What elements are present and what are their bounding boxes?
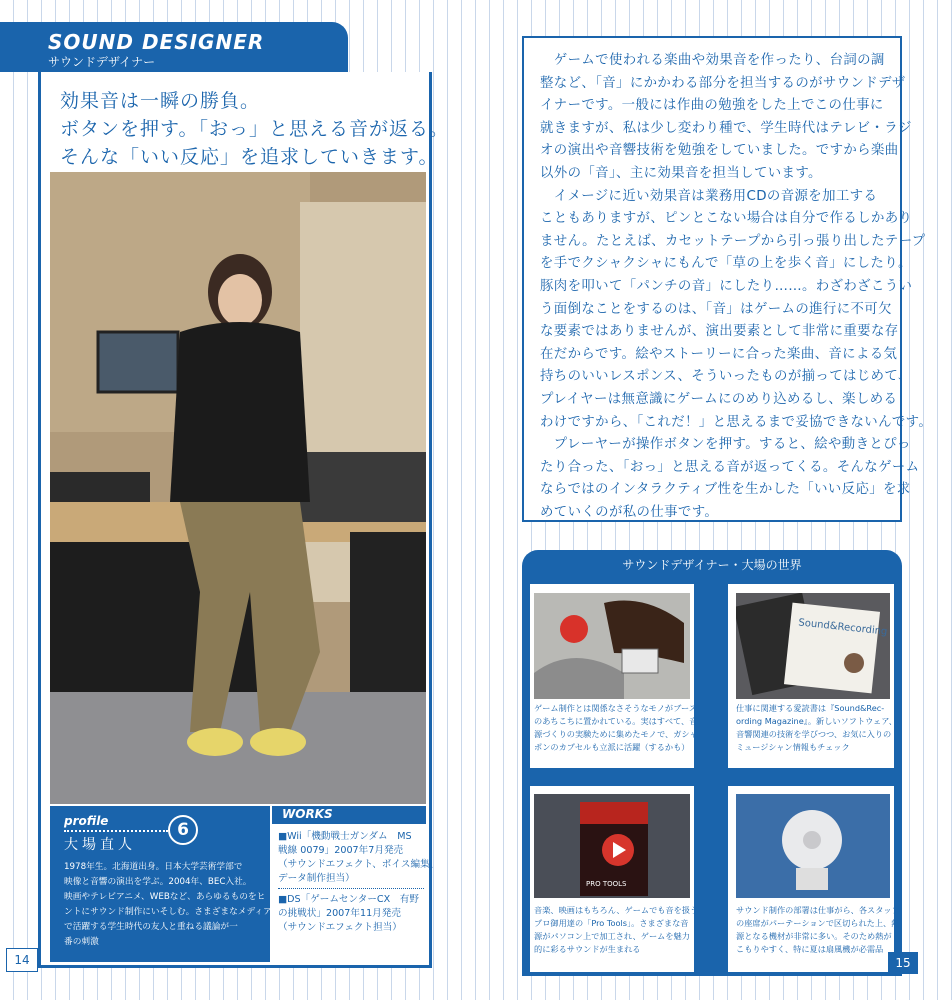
world-photo-2 xyxy=(736,593,890,699)
software-box-text: PRO TOOLS xyxy=(586,880,627,888)
essay-text: ゲームで使われる楽曲や効果音を作ったり、台詞の調 整など、「音」にかかわる部分を担当するのがサウンドデザ イナーです。一般には作曲の勉強をした上でこの仕事に 就きますが、私は少し変わり種で、学生時代はテレビ・ラジ オの演出や音響技術を勉強をしていました。ですから楽曲 以外の「音」、主に効果音を担当しています。 イメージに近い効果音は業務用CDの音源を加工する こともありますが、ピンとこない場合は自分で作るしかあり ません。たとえば、カセットテープから引っ張り出したテープ を手でクシャクシャにもんで「草の上を歩く音」にしたり。 豚肉を叩いて「パンチの音」にしたり……。わざわざこうい う面倒なことをするのは、「音」はゲームの進行に不可欠 な要素ではありませんが、演出要素として非常に重要な存 在だからです。絵やストーリーに合った楽曲、音による気 持ちのいいレスポンス、そういったものが揃ってはじめて、 プレイヤーは無意識にゲームにのめり込めるし、楽しめる わけですから、「これだ！」と思えるまで妥協できないんです。 プレーヤーが操作ボタンを押す。すると、絵や動きとぴっ たり合った、「おっ」と思える音が返ってくる。そんなゲーム ならではのインタラクティブ性を生かした「いい反応」を求 めていくのが私の仕事です。 xyxy=(540,53,933,520)
profile-number-badge: 6 xyxy=(168,815,198,845)
world-caption-1: ゲーム制作とは関係なさそうなモノがブース のあちこちに置かれている。実はすべて、音 源づくりの実験ために集めたモノで、ガシャ ポンのカプセルも立派に活躍（するかも） xyxy=(534,703,698,752)
works-item-1: ■Wii「機動戦士ガンダム MS 戦線 0079」2007年7月発売 （サウンドエフェクト、ボイス編集、 データ制作担当） xyxy=(278,831,440,884)
world-caption-4: サウンド制作の部署は仕事がら、各スタッフ の座席がパーテーションで区切られた上、熱 源となる機材が非常に多い。そのため熱が こもりやすく、特に夏は扇風機が必需品 xyxy=(736,905,900,954)
world-photo-1 xyxy=(534,593,690,699)
magazine-cover-text: Sound&Recording xyxy=(797,617,888,638)
works-label: WORKS xyxy=(282,807,333,821)
works-divider xyxy=(278,888,424,889)
world-panel-title: サウンドデザイナー・大場の世界 xyxy=(622,558,802,572)
portrait-photo xyxy=(50,172,426,804)
page-number-left: 14 xyxy=(6,948,38,972)
profile-divider xyxy=(64,830,168,832)
headline-line-1: 効果音は一瞬の勝負。 xyxy=(60,90,261,112)
headline-line-3: そんな「いい反応」を追求していきます。 xyxy=(60,146,439,168)
headline-line-2: ボタンを押す。「おっ」と思える音が返る。 xyxy=(60,118,449,140)
world-photo-4 xyxy=(736,794,890,898)
series-title: SOUND DESIGNER xyxy=(48,30,265,54)
profile-name: 大場直人 xyxy=(64,837,136,853)
world-caption-2: 仕事に関連する愛読書は『Sound&Rec- ording Magazine』。新しいソフトウェア、 音響関連の技術を学びつつ、お気に入りの ミュージシャン情報もチェック xyxy=(736,703,897,752)
works-item-2: ■DS「ゲームセンターCX 有野 の挑戦状」2007年11月発売 （サウンドエフェクト担当） xyxy=(278,894,419,933)
profile-bio: 1978年生。北海道出身。日本大学芸術学部で 映像と音響の演出を学ぶ。2004年、BEC入社。 映画やテレビアニメ、WEBなど、あらゆるものをヒ ントにサウンド制作にいそしむ。さまざまなメディア で活躍する学生時代の友人と重ねる議論が一 番の刺激 xyxy=(64,862,272,947)
page-number-right: 15 xyxy=(888,952,918,974)
series-subtitle: サウンドデザイナー xyxy=(48,55,156,69)
world-photo-3 xyxy=(534,794,690,898)
world-caption-3: 音楽、映画はもちろん、ゲームでも音を扱う プロ御用達の「Pro Tools」。さまざまな音 源がパソコン上で加工され、ゲームを魅力 的に彩るサウンドが生まれる xyxy=(534,905,699,954)
profile-label: profile xyxy=(64,814,109,828)
